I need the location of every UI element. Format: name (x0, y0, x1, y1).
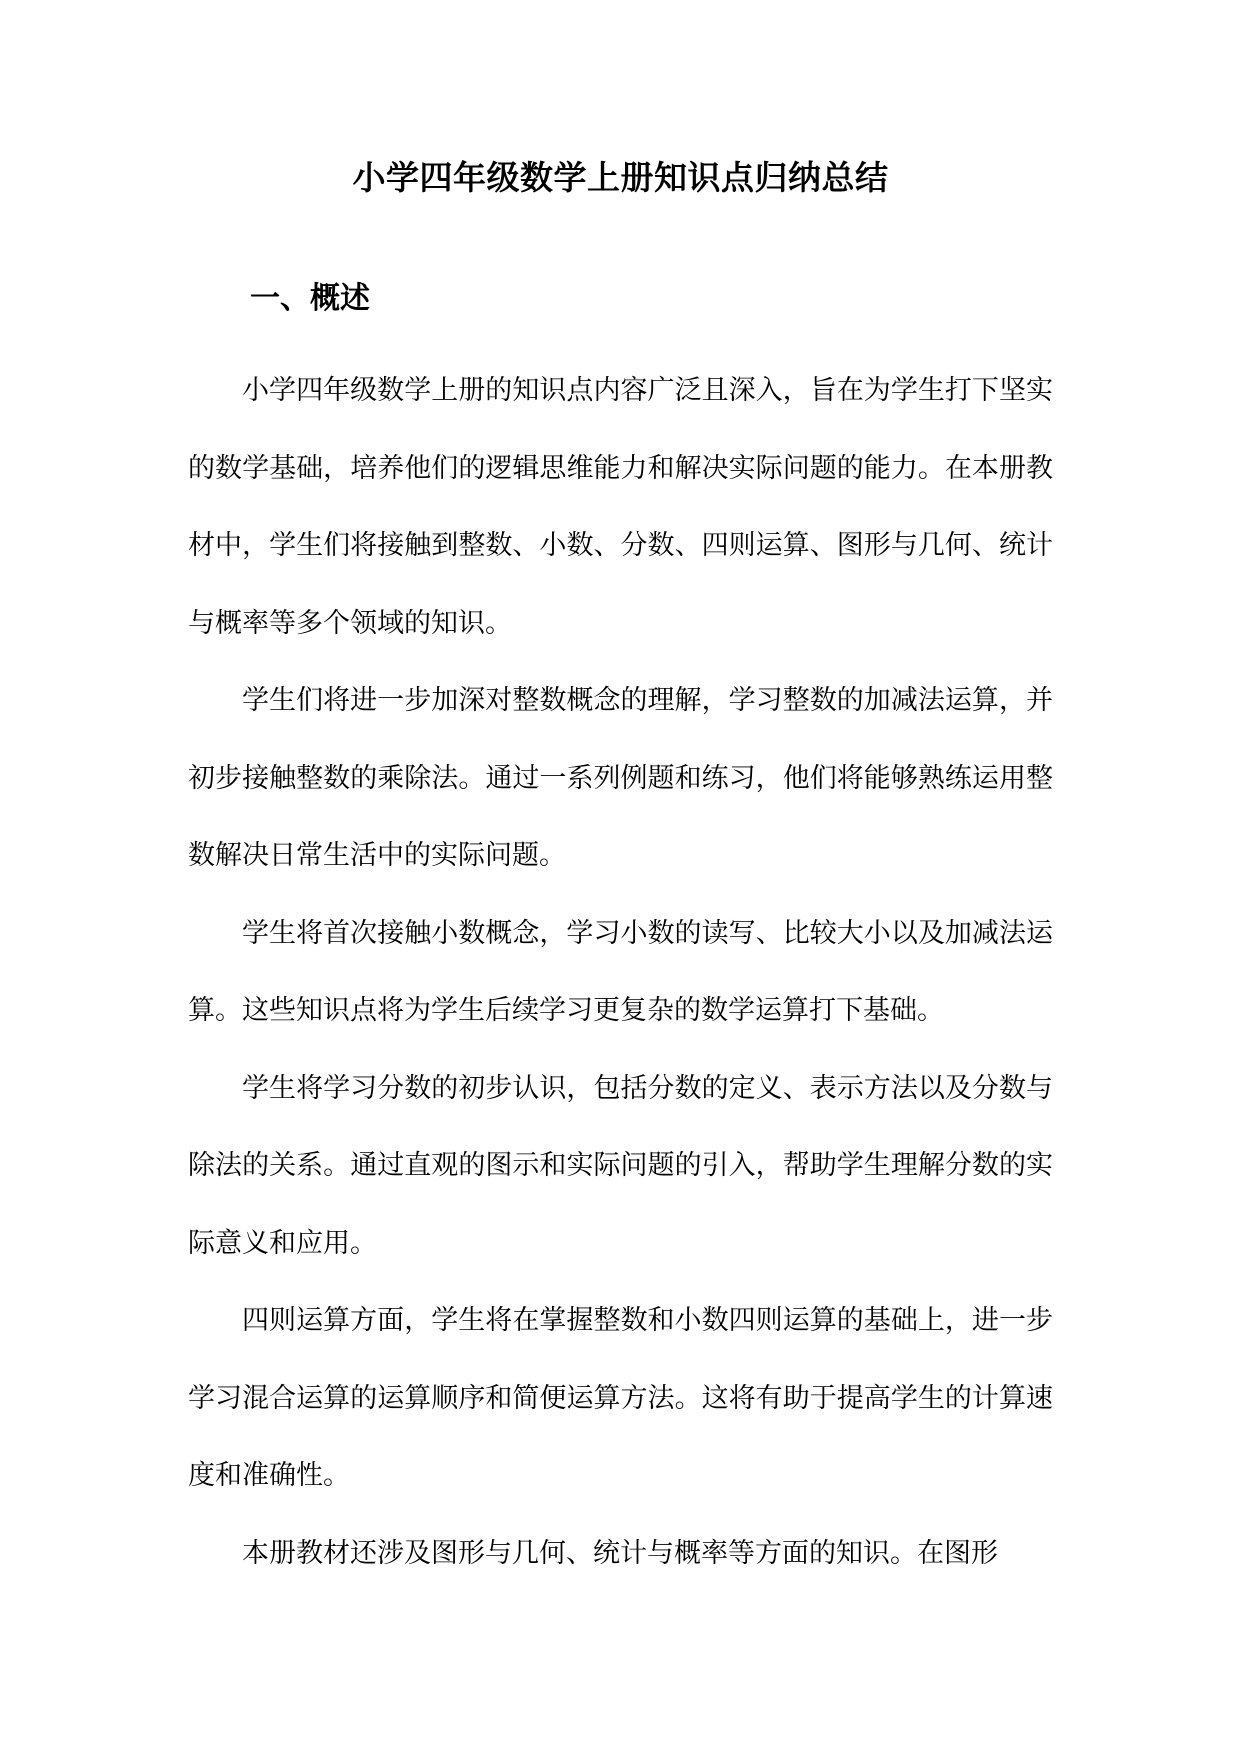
paragraph: 小学四年级数学上册的知识点内容广泛且深入，旨在为学生打下坚实的数学基础，培养他们的逻辑思维能力和解决实际问题的能力。在本册教材中，学生们将接触到整数、小数、分数、四则运算、图形与几何、统计与概率等多个领域的知识。 (188, 375, 1053, 639)
paragraph: 四则运算方面，学生将在掌握整数和小数四则运算的基础上，进一步学习混合运算的运算顺序和简便运算方法。这将有助于提高学生的计算速度和准确性。 (188, 1305, 1053, 1491)
paragraph: 本册教材还涉及图形与几何、统计与概率等方面的知识。在图形 (242, 1537, 998, 1569)
paragraph: 学生将学习分数的初步认识，包括分数的定义、表示方法以及分数与除法的关系。通过直观的图示和实际问题的引入，帮助学生理解分数的实际意义和应用。 (188, 1072, 1053, 1259)
section-heading-overview: 一、概述 (250, 281, 370, 316)
document-title: 小学四年级数学上册知识点归纳总结 (352, 158, 889, 197)
paragraph: 学生们将进一步加深对整数概念的理解，学习整数的加减法运算，并初步接触整数的乘除法。通过一系列例题和练习，他们将能够熟练运用整数解决日常生活中的实际问题。 (188, 685, 1053, 871)
section-body (188, 352, 1053, 1592)
paragraph: 学生将首次接触小数概念，学习小数的读写、比较大小以及加减法运算。这些知识点将为学生后续学习更复杂的数学运算打下基础。 (188, 917, 1053, 1026)
